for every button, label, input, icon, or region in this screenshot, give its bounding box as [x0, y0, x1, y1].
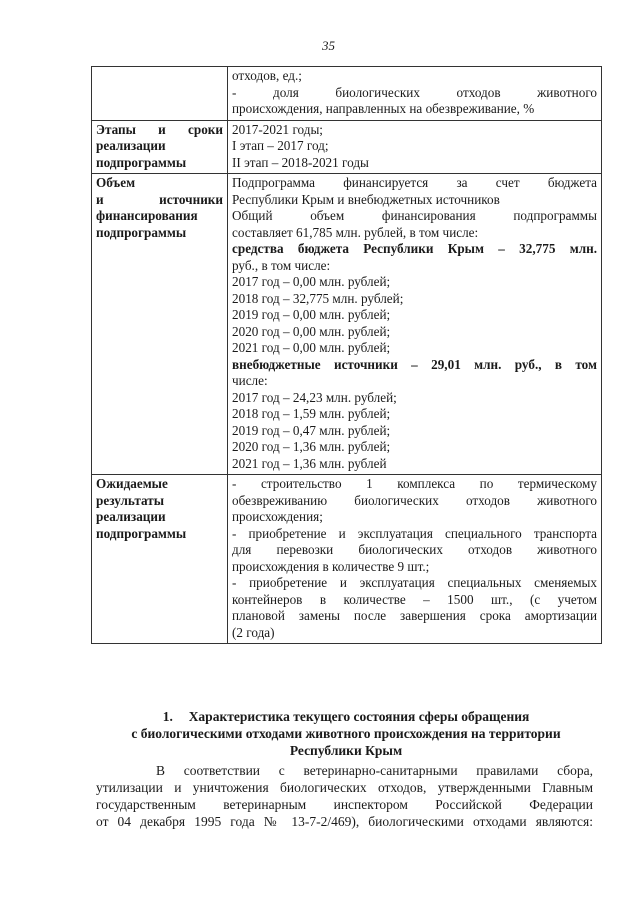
row-content — [228, 120, 602, 174]
content-line: 2018 год – 1,59 млн. рублей; — [232, 406, 391, 421]
table-row — [92, 475, 602, 644]
label-line: реализации — [96, 138, 166, 153]
table-row — [92, 67, 602, 121]
body-line: В соответствии с ветеринарно-санитарными правилами сбора, — [156, 763, 593, 778]
label-line: Ожидаемые — [96, 476, 168, 491]
body-line: от 04 декабря 1995 года № 13-7-2/469), биологическими отходами являются: — [96, 814, 593, 829]
section-title-line: Характеристика текущего состояния сферы обращения — [188, 709, 530, 724]
label-line: результаты — [96, 492, 165, 508]
label-line: подпрограммы — [96, 525, 187, 541]
content-line: внебюджетные источники – 29,01 млн. руб., в том — [232, 356, 597, 372]
table-row — [92, 174, 602, 475]
content-line: происхождения в количестве 9 шт.; — [232, 558, 430, 574]
row-content — [228, 67, 602, 121]
section-heading — [96, 708, 596, 759]
section-number: 1. — [162, 709, 173, 724]
content-line: руб., в том числе: — [232, 257, 331, 273]
content-line: 2021 год – 0,00 млн. рублей; — [232, 340, 391, 355]
content-line: 2017 год – 24,23 млн. рублей; — [232, 389, 397, 405]
content-line: 2020 год – 1,36 млн. рублей; — [232, 439, 391, 454]
label-line: подпрограммы — [96, 224, 187, 240]
content-line: средства бюджета Республики Крым – 32,775 млн. — [232, 241, 597, 256]
label-line: финансирования — [96, 208, 198, 223]
content-line: - приобретение и эксплуатация специальных сменяемых — [232, 575, 597, 590]
body-line: утилизации и уничтожения биологических отходов, утвержденными Главным — [96, 780, 593, 795]
content-line: 2021 год – 1,36 млн. рублей — [232, 455, 387, 471]
row-label — [92, 475, 228, 644]
content-line: (2 года) — [232, 624, 275, 640]
content-line: Республики Крым и внебюджетных источников — [232, 191, 500, 207]
section-title-line: с биологическими отходами животного происхождения на территории — [131, 726, 561, 741]
content-line: отходов, ед.; — [232, 68, 302, 83]
label-line: Этапы и сроки — [96, 121, 223, 137]
content-line: плановой замены после завершения срока амортизации — [232, 608, 597, 623]
content-line: 2018 год – 32,775 млн. рублей; — [232, 290, 404, 306]
subprogram-passport-table — [91, 66, 602, 644]
content-line: числе: — [232, 373, 268, 388]
content-line: 2017 год – 0,00 млн. рублей; — [232, 274, 391, 289]
row-content — [228, 475, 602, 644]
content-line: - приобретение и эксплуатация специального транспорта — [232, 525, 597, 541]
content-line: 2019 год – 0,00 млн. рублей; — [232, 307, 391, 322]
row-content — [228, 174, 602, 475]
content-line: - доля биологических отходов животного — [232, 84, 597, 100]
content-line: для перевозки биологических отходов животного — [232, 542, 597, 557]
content-line: Подпрограмма финансируется за счет бюджета — [232, 175, 597, 190]
content-line: составляет 61,785 млн. рублей, в том числе: — [232, 224, 479, 240]
content-line: 2017-2021 годы; — [232, 121, 323, 137]
content-line: 2019 год – 0,47 млн. рублей; — [232, 422, 391, 438]
content-line: II этап – 2018-2021 годы — [232, 154, 369, 170]
content-line: I этап – 2017 год; — [232, 138, 329, 153]
label-line: Объем — [96, 175, 136, 190]
content-line: происхождения; — [232, 509, 323, 524]
label-line: подпрограммы — [96, 154, 187, 170]
content-line: Общий объем финансирования подпрограммы — [232, 208, 597, 223]
content-line: контейнеров в количестве – 1500 шт., (с учетом — [232, 591, 597, 607]
row-label — [92, 120, 228, 174]
content-line: обезвреживанию биологических отходов животного — [232, 492, 597, 508]
label-line: реализации — [96, 509, 166, 524]
table-row — [92, 120, 602, 174]
body-line: государственным ветеринарным инспектором Российской Федерации — [96, 797, 593, 812]
body-paragraph — [96, 762, 593, 830]
row-label — [92, 67, 228, 121]
content-line: 2020 год – 0,00 млн. рублей; — [232, 323, 391, 339]
page-number: 35 — [322, 38, 335, 53]
section-title-line: Республики Крым — [289, 743, 403, 758]
content-line: происхождения, направленных на обезвреживание, % — [232, 101, 535, 116]
label-line: и источники — [96, 191, 223, 207]
content-line: - строительство 1 комплекса по термическому — [232, 476, 597, 491]
row-label — [92, 174, 228, 475]
